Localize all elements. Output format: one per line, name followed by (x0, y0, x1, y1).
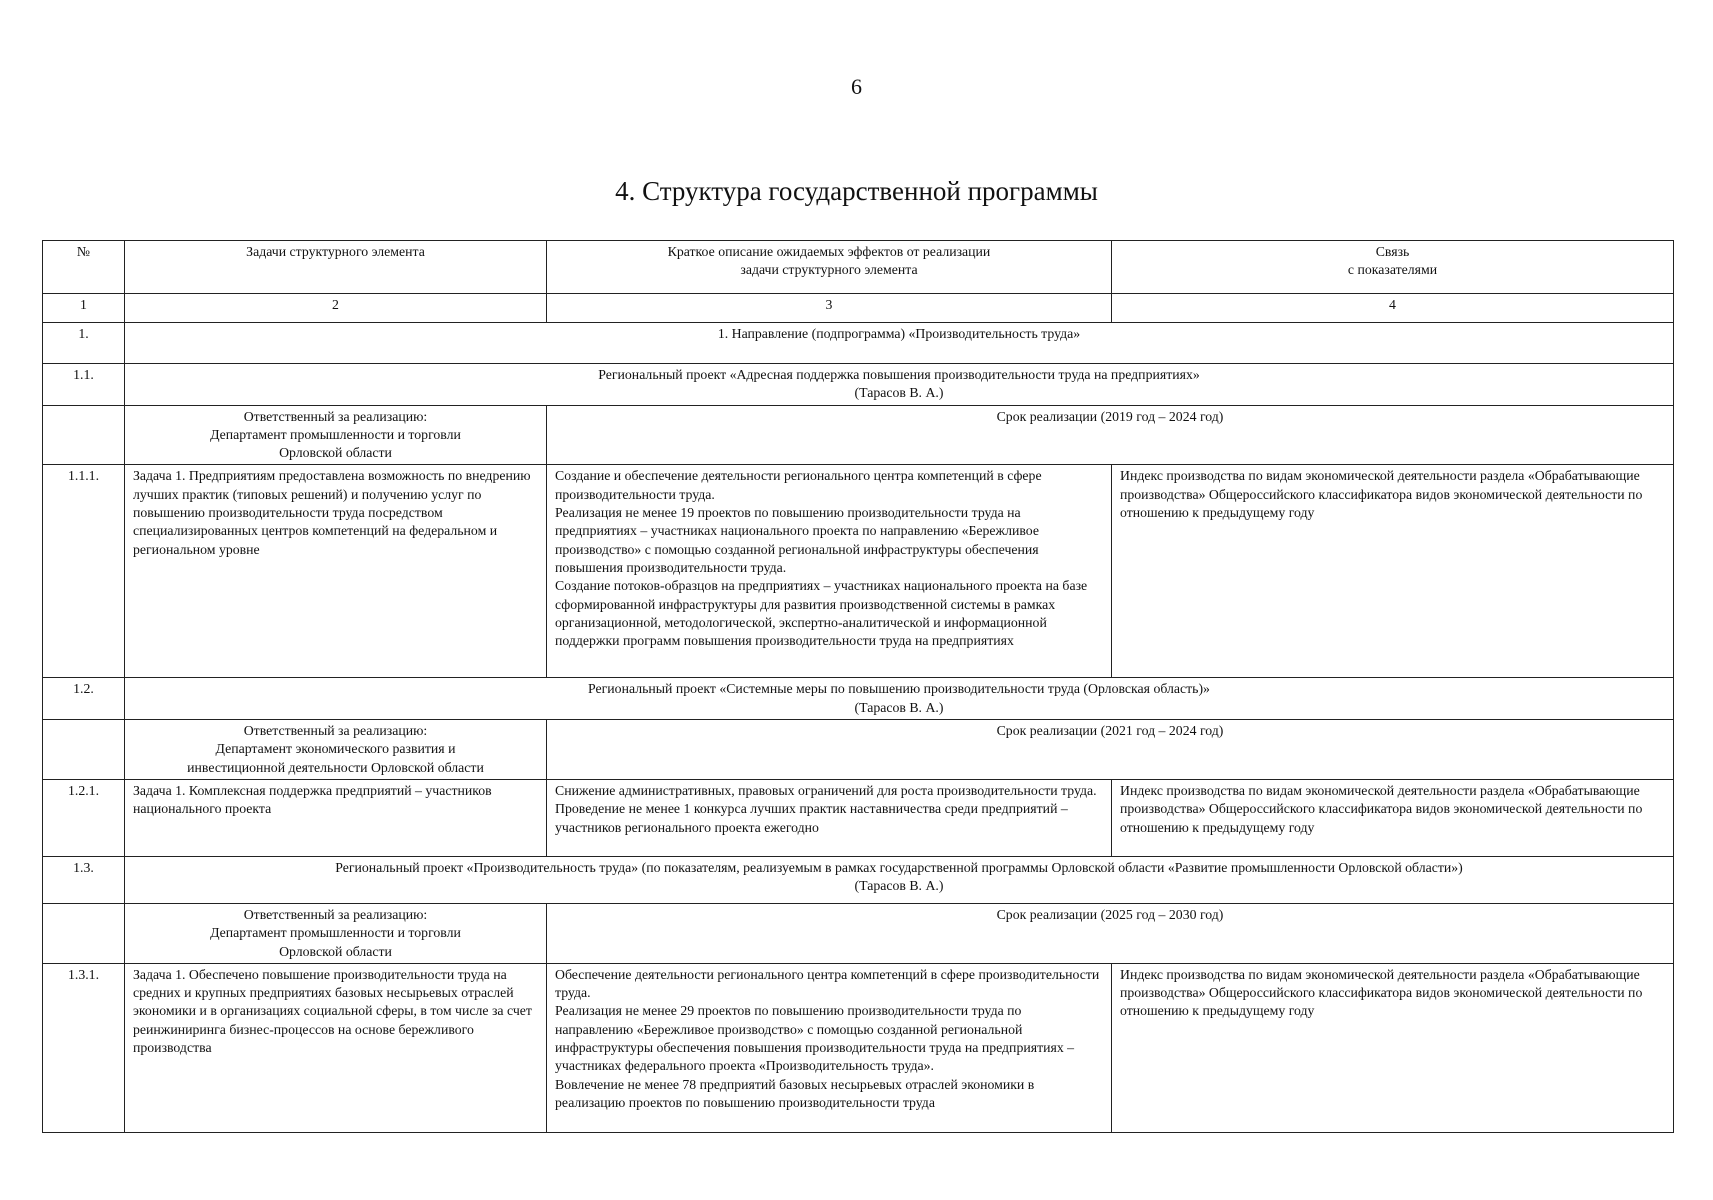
row-number: 1.1.1. (43, 465, 125, 678)
term-text: Срок реализации (2025 год – 2030 год) (547, 903, 1674, 963)
column-number-row (43, 294, 1674, 323)
header-row (43, 241, 1674, 294)
header-tasks: Задачи структурного элемента (125, 241, 547, 294)
column-number: 1 (43, 294, 125, 323)
task-text: Задача 1. Предприятиям предоставлена возможность по внедрению лучших практик (типовых решений) и получению услуг по повышению производительности труда посредством специализированных центров компетенций на федеральном и региональном уровне (125, 465, 547, 678)
empty-cell (43, 405, 125, 465)
column-number: 3 (547, 294, 1112, 323)
project-row (43, 856, 1674, 903)
responsible-text: Ответственный за реализацию: Департамент промышленности и торговли Орловской области (125, 405, 547, 465)
header-effects: Краткое описание ожидаемых эффектов от реализации задачи структурного элемента (547, 241, 1112, 294)
task-text: Задача 1. Комплексная поддержка предприятий – участников национального проекта (125, 779, 547, 856)
direction-row (43, 323, 1674, 364)
term-text: Срок реализации (2019 год – 2024 год) (547, 405, 1674, 465)
responsible-text: Ответственный за реализацию: Департамент промышленности и торговли Орловской области (125, 903, 547, 963)
project-row (43, 678, 1674, 720)
effects-text: Обеспечение деятельности регионального центра компетенций в сфере производительности труда. Реализация не менее 29 проектов по повышению производительности труда по направлению «Бережливое производство» с помощью созданной региональной инфраструктуры обеспечения повышения производительности труда на предприятиях – участниках федерального проекта «Производительность труда». Вовлечение не менее 78 предприятий базовых несырьевых отраслей экономики в реализацию проектов по повышению производительности труда (547, 963, 1112, 1132)
header-link: Связь с показателями (1112, 241, 1674, 294)
indicator-link-text: Индекс производства по видам экономической деятельности раздела «Обрабатывающие производства» Общероссийского классификатора видов экономической деятельности по отношению к предыдущему году (1112, 465, 1674, 678)
direction-title: 1. Направление (подпрограмма) «Производительность труда» (125, 323, 1674, 364)
page-title: 4. Структура государственной программы (615, 176, 1098, 206)
column-number: 2 (125, 294, 547, 323)
empty-cell (43, 720, 125, 780)
indicator-link-text: Индекс производства по видам экономической деятельности раздела «Обрабатывающие производства» Общероссийского классификатора видов экономической деятельности по отношению к предыдущему году (1112, 963, 1674, 1132)
term-text: Срок реализации (2021 год – 2024 год) (547, 720, 1674, 780)
row-number: 1.1. (43, 364, 125, 406)
responsible-row (43, 405, 1674, 465)
project-title: Региональный проект «Производительность труда» (по показателям, реализуемым в рамках государственной программы Орловской области «Развитие промышленности Орловской области») (Тарасов В. А.) (125, 856, 1674, 903)
empty-cell (43, 903, 125, 963)
task-row (43, 963, 1674, 1132)
task-text: Задача 1. Обеспечено повышение производительности труда на средних и крупных предприятиях базовых несырьевых отраслей экономики и в организациях социальной сферы, в том числе за счет реинжиниринга бизнес-процессов на основе бережливого производства (125, 963, 547, 1132)
effects-text: Снижение административных, правовых ограничений для роста производительности труда. Проведение не менее 1 конкурса лучших практик наставничества среди предприятий – участников регионального проекта ежегодно (547, 779, 1112, 856)
row-number: 1.3. (43, 856, 125, 903)
row-number: 1.3.1. (43, 963, 125, 1132)
task-row (43, 465, 1674, 678)
program-structure-table (42, 240, 1674, 1133)
task-row (43, 779, 1674, 856)
row-number: 1.2. (43, 678, 125, 720)
responsible-row (43, 903, 1674, 963)
project-title: Региональный проект «Адресная поддержка повышения производительности труда на предприятиях» (Тарасов В. А.) (125, 364, 1674, 406)
row-number: 1. (43, 323, 125, 364)
header-no: № (43, 241, 125, 294)
responsible-text: Ответственный за реализацию: Департамент экономического развития и инвестиционной деятельности Орловской области (125, 720, 547, 780)
page-number: 6 (851, 74, 862, 99)
project-title: Региональный проект «Системные меры по повышению производительности труда (Орловская область)» (Тарасов В. А.) (125, 678, 1674, 720)
column-number: 4 (1112, 294, 1674, 323)
indicator-link-text: Индекс производства по видам экономической деятельности раздела «Обрабатывающие производства» Общероссийского классификатора видов экономической деятельности по отношению к предыдущему году (1112, 779, 1674, 856)
responsible-row (43, 720, 1674, 780)
effects-text: Создание и обеспечение деятельности регионального центра компетенций в сфере производительности труда. Реализация не менее 19 проектов по повышению производительности труда на предприятиях – участниках национального проекта по направлению «Бережливое производство» с помощью созданной региональной инфраструктуры обеспечения повышения производительности труда. Создание потоков-образцов на предприятиях – участниках национального проекта на базе сформированной инфраструктуры для развития производственной системы в рамках организационной, методологической, экспертно-аналитической и информационной поддержки программ повышения производительности труда на предприятиях (547, 465, 1112, 678)
project-row (43, 364, 1674, 406)
row-number: 1.2.1. (43, 779, 125, 856)
